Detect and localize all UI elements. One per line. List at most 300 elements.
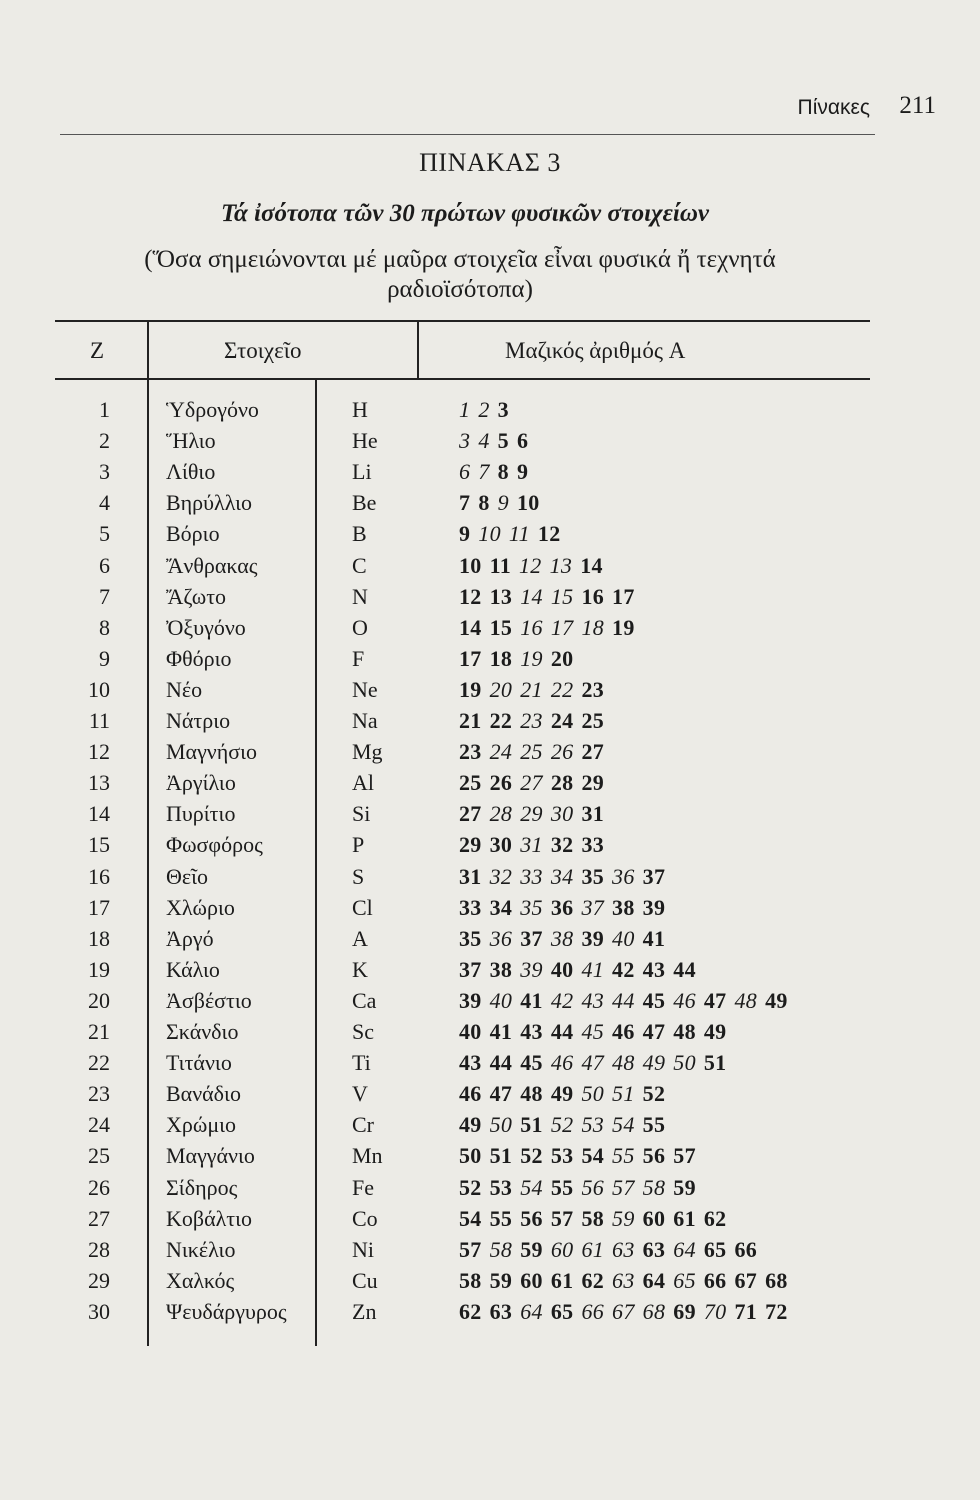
atomic-number: 3 [99, 459, 110, 485]
mass-number: 52 [520, 1143, 543, 1169]
mass-number: 62 [581, 1267, 605, 1293]
element-name: Φωσφόρος [166, 832, 263, 858]
table-title: ΠΙΝΑΚΑΣ 3 [419, 148, 561, 177]
mass-number: 11 [508, 521, 530, 547]
mass-number: 31 [581, 801, 605, 827]
element-symbol: Si [352, 801, 371, 827]
mass-number: 63 [612, 1267, 635, 1293]
mass-number: 48 [734, 987, 758, 1013]
table-row [0, 1109, 980, 1140]
mass-number: 37 [459, 956, 482, 982]
mass-number: 42 [612, 956, 635, 982]
element-name: Βηρύλλιο [166, 490, 253, 516]
mass-number: 10 [516, 490, 540, 516]
element-symbol: Cu [352, 1267, 378, 1293]
element-symbol: Cr [352, 1112, 374, 1138]
element-symbol: O [352, 614, 368, 640]
table-row [0, 518, 980, 549]
table-row [0, 923, 980, 954]
mass-number: 50 [581, 1081, 605, 1107]
table-row [0, 1265, 980, 1296]
element-name: Χαλκός [166, 1267, 235, 1293]
mass-number: 3 [497, 397, 509, 422]
column-header-element: Στοιχεῖο [224, 338, 302, 363]
mass-number: 14 [580, 552, 603, 578]
mass-number: 39 [581, 925, 605, 951]
mass-number: 41 [642, 925, 666, 951]
element-symbol: Na [352, 708, 378, 733]
element-symbol: Ti [352, 1050, 371, 1076]
mass-number: 63 [489, 1298, 513, 1324]
mass-numbers [459, 1047, 734, 1078]
mass-number: 71 [734, 1298, 758, 1324]
mass-number: 47 [581, 1050, 605, 1076]
mass-number: 36 [612, 863, 635, 889]
mass-number: 58 [581, 1205, 605, 1231]
mass-number: 8 [478, 490, 490, 516]
mass-number: 14 [459, 614, 482, 640]
mass-number: 48 [612, 1050, 635, 1076]
mass-number: 45 [642, 987, 666, 1013]
element-name: Νέο [166, 676, 203, 702]
mass-number: 18 [581, 614, 605, 640]
mass-numbers [459, 1172, 704, 1203]
mass-number: 28 [550, 770, 574, 796]
atomic-number: 5 [99, 521, 110, 547]
mass-number: 51 [703, 1050, 727, 1076]
mass-numbers [459, 861, 673, 892]
mass-number: 26 [489, 770, 513, 796]
element-name: Ἄζωτο [166, 583, 227, 609]
mass-number: 66 [734, 1236, 758, 1262]
element-name: Θεῖο [166, 863, 209, 889]
mass-number: 63 [612, 1236, 635, 1262]
mass-number: 4 [478, 428, 490, 454]
table-row [0, 674, 980, 705]
element-name: Σκάνδιο [166, 1019, 239, 1044]
mass-number: 29 [459, 832, 482, 858]
mass-number: 64 [520, 1298, 543, 1324]
element-symbol: Ca [352, 987, 377, 1013]
mass-numbers [459, 829, 612, 860]
mass-number: 17 [612, 583, 635, 609]
mass-number: 50 [673, 1050, 696, 1076]
mass-number: 48 [520, 1081, 543, 1107]
table-row [0, 612, 980, 643]
mass-number: 64 [642, 1267, 666, 1293]
mass-number: 39 [642, 894, 666, 920]
mass-number: 16 [520, 614, 543, 640]
mass-number: 53 [581, 1112, 605, 1138]
element-name: Βανάδιο [166, 1081, 241, 1107]
mass-number: 6 [516, 428, 529, 454]
mass-numbers [459, 425, 536, 456]
element-name: Πυρίτιο [166, 801, 236, 827]
mass-number: 35 [520, 894, 543, 920]
mass-number: 47 [642, 1019, 666, 1044]
atomic-number: 19 [88, 956, 110, 982]
table-row [0, 1296, 980, 1327]
mass-number: 5 [497, 428, 509, 454]
mass-number: 2 [478, 397, 490, 422]
mass-number: 49 [765, 987, 788, 1013]
mass-number: 29 [581, 770, 605, 796]
mass-number: 68 [642, 1298, 666, 1324]
mass-number: 59 [489, 1267, 513, 1293]
mass-number: 62 [459, 1298, 482, 1324]
atomic-number: 8 [99, 614, 110, 640]
running-header [797, 92, 936, 120]
element-name: Ὀξυγόνο [166, 614, 246, 640]
mass-number: 58 [489, 1236, 513, 1262]
mass-number: 66 [703, 1267, 727, 1293]
element-name: Νικέλιο [166, 1236, 236, 1262]
mass-numbers [459, 456, 536, 487]
mass-number: 44 [673, 956, 696, 982]
mass-number: 58 [642, 1174, 666, 1200]
mass-number: 57 [612, 1174, 635, 1200]
table-row [0, 705, 980, 736]
atomic-number: 11 [88, 708, 110, 733]
table-row [0, 487, 980, 518]
mass-number: 25 [581, 708, 605, 733]
element-symbol: He [352, 428, 378, 454]
element-symbol: Co [352, 1205, 378, 1231]
mass-numbers [459, 1078, 673, 1109]
mass-numbers [459, 923, 673, 954]
mass-number: 43 [581, 987, 605, 1013]
mass-number: 12 [459, 583, 482, 609]
mass-number: 67 [734, 1267, 758, 1293]
element-symbol: H [352, 397, 368, 422]
mass-number: 36 [550, 894, 574, 920]
table-row [0, 581, 980, 612]
mass-numbers [459, 487, 548, 518]
mass-number: 49 [550, 1081, 574, 1107]
mass-number: 62 [703, 1205, 727, 1231]
mass-number: 66 [581, 1298, 605, 1324]
mass-number: 27 [459, 801, 482, 827]
element-name: Σίδηρος [166, 1174, 238, 1200]
mass-number: 45 [520, 1050, 543, 1076]
mass-number: 55 [612, 1143, 635, 1169]
mass-number: 6 [459, 459, 471, 485]
atomic-number: 10 [88, 676, 110, 702]
mass-numbers [459, 643, 581, 674]
mass-number: 49 [459, 1112, 482, 1138]
table-top-rule [55, 320, 870, 322]
mass-number: 52 [550, 1112, 574, 1138]
table-row [0, 425, 980, 456]
mass-number: 61 [673, 1205, 696, 1231]
mass-number: 10 [478, 521, 501, 547]
atomic-number: 15 [88, 832, 110, 858]
element-symbol: Sc [352, 1019, 374, 1044]
element-name: Μαγνήσιο [166, 739, 258, 765]
mass-number: 13 [549, 552, 573, 578]
mass-number: 51 [489, 1143, 513, 1169]
mass-numbers [459, 1203, 734, 1234]
mass-number: 59 [673, 1174, 696, 1200]
mass-number: 38 [550, 925, 574, 951]
mass-numbers [459, 550, 611, 581]
mass-number: 59 [612, 1205, 635, 1231]
mass-number: 37 [642, 863, 666, 889]
mass-number: 31 [520, 832, 543, 858]
mass-number: 46 [673, 987, 696, 1013]
mass-number: 53 [550, 1143, 574, 1169]
element-symbol: K [352, 956, 368, 982]
mass-number: 32 [489, 863, 513, 889]
atomic-number: 9 [99, 645, 110, 671]
mass-number: 44 [550, 1019, 574, 1044]
mass-number: 13 [489, 583, 513, 609]
mass-number: 52 [459, 1174, 482, 1200]
atomic-number: 28 [88, 1236, 110, 1262]
mass-number: 60 [550, 1236, 574, 1262]
mass-numbers [459, 954, 704, 985]
element-symbol: P [352, 832, 365, 858]
mass-number: 40 [550, 956, 574, 982]
mass-numbers [459, 394, 517, 425]
mass-number: 60 [520, 1267, 543, 1293]
element-name: Νάτριο [166, 708, 231, 733]
mass-number: 30 [489, 832, 513, 858]
mass-numbers [459, 1140, 704, 1171]
atomic-number: 6 [99, 552, 110, 578]
mass-number: 58 [459, 1267, 482, 1293]
element-name: Φθόριο [166, 645, 232, 671]
element-symbol: Fe [352, 1174, 374, 1200]
mass-number: 47 [703, 987, 727, 1013]
element-name: Ἀργίλιο [166, 770, 236, 796]
element-symbol: A [352, 925, 368, 951]
mass-number: 22 [489, 708, 513, 733]
element-symbol: Al [352, 770, 374, 796]
atomic-number: 26 [88, 1174, 110, 1200]
mass-number: 46 [612, 1019, 635, 1044]
mass-number: 34 [550, 863, 574, 889]
mass-numbers [459, 674, 612, 705]
mass-number: 56 [520, 1205, 543, 1231]
atomic-number: 7 [99, 583, 110, 609]
mass-number: 36 [489, 925, 513, 951]
mass-numbers [459, 1109, 673, 1140]
atomic-number: 20 [88, 987, 110, 1013]
header-rule [60, 134, 875, 135]
mass-number: 53 [489, 1174, 513, 1200]
mass-number: 28 [489, 801, 513, 827]
mass-number: 70 [703, 1298, 727, 1324]
mass-numbers [459, 736, 612, 767]
table-row [0, 1203, 980, 1234]
mass-number: 9 [459, 521, 471, 547]
mass-number: 10 [459, 552, 482, 578]
mass-number: 69 [673, 1298, 696, 1324]
table-row [0, 1016, 980, 1047]
mass-number: 11 [489, 552, 511, 578]
atomic-number: 24 [88, 1112, 110, 1138]
mass-numbers [459, 985, 796, 1016]
mass-number: 42 [550, 987, 574, 1013]
mass-number: 23 [459, 739, 482, 765]
mass-number: 33 [459, 894, 482, 920]
element-symbol: Cl [352, 894, 373, 920]
mass-number: 20 [550, 645, 574, 671]
mass-number: 61 [550, 1267, 574, 1293]
element-symbol: Ne [352, 676, 378, 702]
page-number: 211 [899, 92, 936, 119]
mass-number: 65 [703, 1236, 727, 1262]
mass-number: 55 [642, 1112, 666, 1138]
mass-number: 34 [489, 894, 513, 920]
element-symbol: N [352, 583, 368, 609]
atomic-number: 30 [88, 1298, 110, 1324]
mass-number: 56 [642, 1143, 666, 1169]
mass-number: 27 [581, 739, 605, 765]
mass-number: 57 [550, 1205, 574, 1231]
mass-number: 46 [459, 1081, 482, 1107]
mass-numbers [459, 1016, 734, 1047]
mass-number: 54 [581, 1143, 605, 1169]
table-note: (Ὅσα σημειώνονται μέ μαῦρα στοιχεῖα εἶναι φυσικά ἤ τεχνητά ραδιοϊσότοπα) [144, 246, 776, 303]
mass-number: 9 [497, 490, 509, 516]
element-name: Ὑδρογόνο [166, 397, 259, 422]
atomic-number: 27 [88, 1205, 110, 1231]
mass-number: 24 [489, 739, 513, 765]
atomic-number: 1 [99, 397, 110, 422]
mass-number: 39 [459, 987, 482, 1013]
mass-number: 20 [489, 676, 513, 702]
table-row [0, 456, 980, 487]
element-name: Τιτάνιο [166, 1050, 232, 1076]
mass-number: 50 [459, 1143, 482, 1169]
column-header-z: Z [90, 338, 105, 363]
mass-number: 68 [765, 1267, 788, 1293]
mass-number: 15 [550, 583, 574, 609]
table-row [0, 1172, 980, 1203]
mass-number: 17 [459, 645, 482, 671]
mass-number: 35 [459, 925, 482, 951]
mass-number: 19 [459, 676, 482, 702]
mass-number: 44 [612, 987, 635, 1013]
table-row [0, 861, 980, 892]
element-symbol: B [352, 521, 367, 547]
mass-number: 59 [520, 1236, 543, 1262]
atomic-number: 14 [88, 801, 110, 827]
table-row [0, 798, 980, 829]
mass-number: 37 [520, 925, 543, 951]
mass-numbers [459, 705, 612, 736]
element-name: Ἄνθρακας [166, 552, 258, 578]
mass-number: 50 [489, 1112, 513, 1138]
atomic-number: 18 [88, 925, 110, 951]
mass-numbers [459, 892, 673, 923]
mass-number: 40 [612, 925, 635, 951]
mass-number: 14 [520, 583, 543, 609]
mass-number: 26 [550, 739, 574, 765]
mass-number: 67 [612, 1298, 635, 1324]
mass-number: 41 [581, 956, 605, 982]
table-row [0, 1234, 980, 1265]
mass-number: 61 [581, 1236, 605, 1262]
mass-number: 19 [612, 614, 635, 640]
mass-number: 63 [642, 1236, 666, 1262]
mass-numbers [459, 1296, 796, 1327]
table-row [0, 829, 980, 860]
element-name: Χλώριο [166, 894, 235, 920]
mass-number: 30 [550, 801, 574, 827]
mass-number: 49 [642, 1050, 666, 1076]
mass-number: 12 [519, 552, 542, 578]
mass-number: 60 [642, 1205, 666, 1231]
mass-number: 54 [520, 1174, 543, 1200]
mass-number: 45 [581, 1019, 605, 1044]
atomic-number: 16 [88, 863, 110, 889]
mass-number: 17 [550, 614, 574, 640]
mass-numbers [459, 581, 643, 612]
mass-numbers [459, 798, 612, 829]
mass-number: 51 [612, 1081, 635, 1107]
mass-number: 43 [642, 956, 666, 982]
mass-number: 41 [489, 1019, 513, 1044]
mass-number: 18 [489, 645, 513, 671]
element-name: Κάλιο [166, 956, 220, 982]
mass-number: 31 [459, 863, 482, 889]
mass-number: 43 [520, 1019, 543, 1044]
element-symbol: Be [352, 490, 377, 516]
element-name: Βόριο [166, 521, 220, 547]
element-name: Ἀσβέστιο [166, 987, 252, 1013]
mass-numbers [459, 767, 612, 798]
mass-number: 64 [673, 1236, 696, 1262]
mass-number: 23 [581, 676, 605, 702]
atomic-number: 22 [88, 1050, 110, 1076]
element-name: Κοβάλτιο [166, 1205, 253, 1231]
element-symbol: Ni [352, 1236, 374, 1262]
mass-number: 43 [459, 1050, 482, 1076]
table-row [0, 1140, 980, 1171]
mass-number: 24 [550, 708, 574, 733]
element-symbol: V [352, 1081, 368, 1107]
mass-number: 49 [703, 1019, 727, 1044]
mass-number: 56 [581, 1174, 605, 1200]
mass-numbers [459, 518, 569, 549]
mass-number: 23 [520, 708, 543, 733]
section-title: Πίνακες [797, 96, 870, 119]
element-symbol: Mn [352, 1143, 383, 1169]
atomic-number: 2 [99, 428, 110, 454]
mass-number: 1 [459, 397, 471, 422]
column-header-mass: Μαζικός ἀριθμός A [505, 338, 686, 363]
table-row [0, 1078, 980, 1109]
mass-number: 9 [516, 459, 529, 485]
element-symbol: S [352, 863, 365, 889]
atomic-number: 29 [88, 1267, 110, 1293]
atomic-number: 21 [88, 1019, 110, 1044]
atomic-number: 17 [88, 894, 110, 920]
atomic-number: 25 [88, 1143, 110, 1169]
table-row [0, 954, 980, 985]
mass-number: 21 [520, 676, 543, 702]
mass-number: 46 [550, 1050, 574, 1076]
mass-number: 65 [550, 1298, 574, 1324]
mass-number: 29 [520, 801, 543, 827]
table-row [0, 1047, 980, 1078]
atomic-number: 4 [99, 490, 110, 516]
mass-number: 54 [612, 1112, 635, 1138]
mass-number: 44 [489, 1050, 513, 1076]
